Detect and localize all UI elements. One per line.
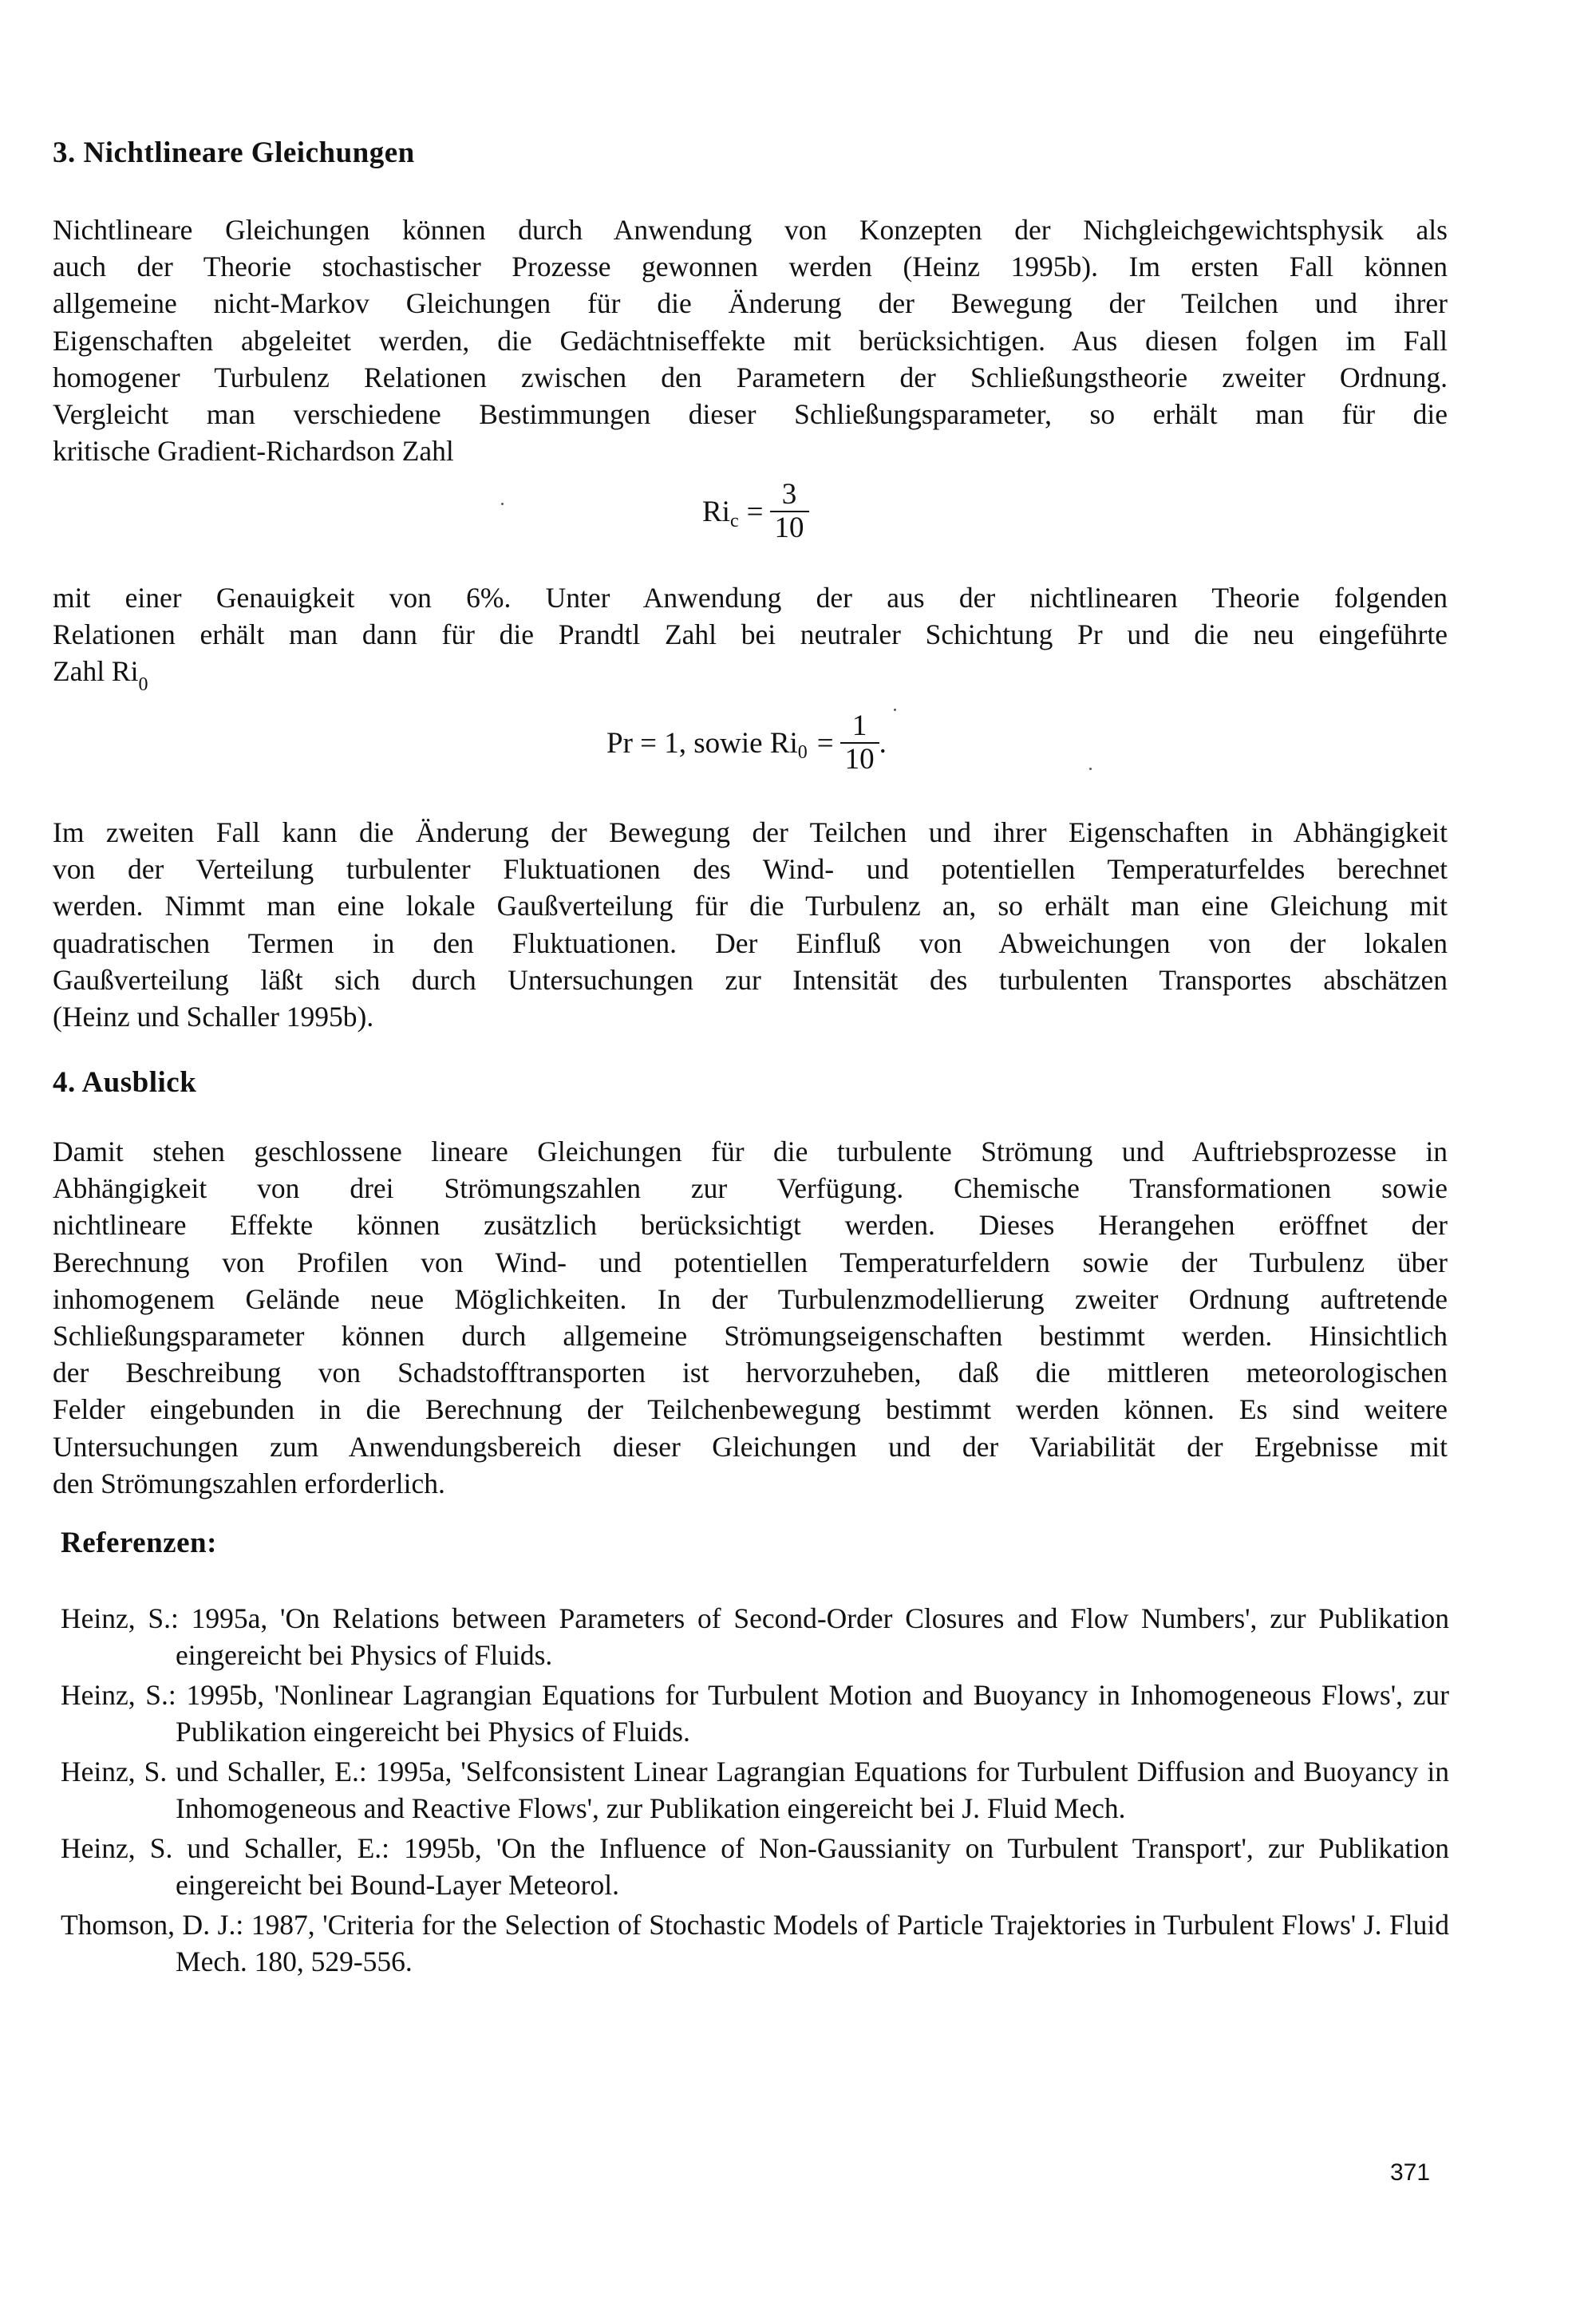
section-3-paragraph-2 <box>53 579 1448 694</box>
eq-lhs-subscript: c <box>729 510 739 531</box>
text-line: Im zweiten Fall kann die Änderung der Bewegung der Teilchen und ihrer Eigenschaften in Abhängigkeit <box>53 816 1448 848</box>
text-line: der Beschreibung von Schadstofftransporten ist hervorzuheben, daß die mittleren meteorologischen <box>53 1357 1448 1389</box>
eq-subscript: 0 <box>797 741 808 763</box>
text-line: auch der Theorie stochastischer Prozesse gewonnen werden (Heinz 1995b). Im ersten Fall können <box>53 251 1448 283</box>
eq-fraction <box>770 479 809 544</box>
text-line: kritische Gradient-Richardson Zahl <box>53 435 454 468</box>
text-line: mit einer Genauigkeit von 6%. Unter Anwendung der aus der nichtlinearen Theorie folgenden <box>53 582 1448 614</box>
section-3-heading: 3. Nichtlineare Gleichungen <box>53 136 415 169</box>
text-line: Damit stehen geschlossene lineare Gleichungen für die turbulente Strömung und Auftriebsprozesse in <box>53 1136 1448 1167</box>
reference-list <box>61 1600 1449 1980</box>
text-line: Schließungsparameter können durch allgemeine Strömungseigenschaften bestimmt werden. Hinsichtlich <box>53 1320 1448 1353</box>
text-line-tail <box>53 653 1448 696</box>
text-line: Untersuchungen zum Anwendungsbereich dieser Gleichungen und der Variabilität der Ergebnisse mit <box>53 1430 1448 1463</box>
reference-item: Thomson, D. J.: 1987, 'Criteria for the Selection of Stochastic Models of Particle Trajektories in Turbulent Flows' J. Fluid Mech. 180, 529-556. <box>61 1909 1449 1977</box>
eq-relation: = <box>746 495 764 528</box>
text-line: Vergleicht man verschiedene Bestimmungen dieser Schließungsparameter, so erhält man für die <box>53 398 1448 431</box>
tail-subscript: 0 <box>138 674 148 696</box>
eq-relation: = <box>816 726 834 760</box>
eq-suffix: . <box>879 726 887 760</box>
text-line: Eigenschaften abgeleitet werden, die Gedächtniseffekte mit berücksichtigen. Aus diesen folgen im Fall <box>53 324 1448 357</box>
scan-speck <box>1089 768 1092 770</box>
reference-item: Heinz, S. und Schaller, E.: 1995a, 'Selfconsistent Linear Lagrangian Equations for Turbulent Diffusion and Buoyancy in Inhomogeneous and Reactive Flows', zur Publikation eingereicht bei J. Fluid Mech. <box>61 1756 1449 1824</box>
eq-prefix: Pr = 1, sowie Ri <box>606 726 798 760</box>
eq-lhs: Ri <box>702 495 730 528</box>
equation-critical-richardson <box>702 479 809 544</box>
text-line: nichtlineare Effekte können zusätzlich berücksichtigt werden. Dieses Herangehen eröffnet der <box>53 1209 1448 1242</box>
text-line: Berechnung von Profilen von Wind- und potentiellen Temperaturfeldern sowie der Turbulenz über <box>53 1246 1448 1278</box>
text-line: (Heinz und Schaller 1995b). <box>53 1001 374 1033</box>
eq-fraction <box>840 710 879 776</box>
text-line: Felder eingebunden in die Berechnung der Teilchenbewegung bestimmt werden können. Es sind weitere <box>53 1393 1448 1426</box>
section-3-paragraph-3 <box>53 814 1448 1035</box>
text-line: allgemeine nicht-Markov Gleichungen für die Änderung der Bewegung der Teilchen und ihrer <box>53 287 1448 320</box>
page-number: 371 <box>1390 2159 1431 2186</box>
text-line: den Strömungszahlen erforderlich. <box>53 1467 445 1499</box>
eq-numerator: 1 <box>851 709 867 742</box>
scan-speck <box>894 709 896 711</box>
section-3-paragraph-1 <box>53 211 1448 469</box>
text-line: von der Verteilung turbulenter Fluktuationen des Wind- und potentiellen Temperaturfeldes berechnet <box>53 853 1448 886</box>
text-line: werden. Nimmt man eine lokale Gaußverteilung für die Turbulenz an, so erhält man eine Gleichung mit <box>53 890 1448 922</box>
reference-item: Heinz, S.: 1995a, 'On Relations between Parameters of Second-Order Closures and Flow Numbers', zur Publikation eingereicht bei Physics of Fluids. <box>61 1602 1449 1671</box>
text-line: Abhängigkeit von drei Strömungszahlen zur Verfügung. Chemische Transformationen sowie <box>53 1172 1448 1205</box>
scan-speck <box>501 503 504 505</box>
text-line: inhomogenem Gelände neue Möglichkeiten. In der Turbulenzmodellierung zweiter Ordnung auftretende <box>53 1282 1448 1315</box>
equation-prandtl <box>606 710 887 776</box>
text-line: homogener Turbulenz Relationen zwischen den Parametern der Schließungstheorie zweiter Ordnung. <box>53 361 1448 393</box>
section-4-paragraph <box>53 1133 1448 1502</box>
section-4-heading: 4. Ausblick <box>53 1066 197 1099</box>
eq-denominator: 10 <box>840 742 879 776</box>
reference-item: Heinz, S. und Schaller, E.: 1995b, 'On the Influence of Non-Gaussianity on Turbulent Transport', zur Publikation eingereicht bei Bound-Layer Meteorol. <box>61 1832 1449 1901</box>
eq-denominator: 10 <box>770 511 809 544</box>
text-line: quadratischen Termen in den Fluktuationen. Der Einfluß von Abweichungen von der lokalen <box>53 926 1448 959</box>
references-heading: Referenzen: <box>61 1527 217 1559</box>
text-line: Gaußverteilung läßt sich durch Untersuchungen zur Intensität des turbulenten Transportes abschätzen <box>53 963 1448 996</box>
tail-text: Zahl Ri <box>53 655 139 688</box>
text-line: Nichtlineare Gleichungen können durch Anwendung von Konzepten der Nichgleichgewichtsphysik als <box>53 214 1448 246</box>
eq-numerator: 3 <box>781 478 797 511</box>
text-line: Relationen erhält man dann für die Prandtl Zahl bei neutraler Schichtung Pr und die neu eingeführte <box>53 618 1448 651</box>
reference-item: Heinz, S.: 1995b, 'Nonlinear Lagrangian Equations for Turbulent Motion and Buoyancy in Inhomogeneous Flows', zur Publikation eingereicht bei Physics of Fluids. <box>61 1679 1449 1748</box>
